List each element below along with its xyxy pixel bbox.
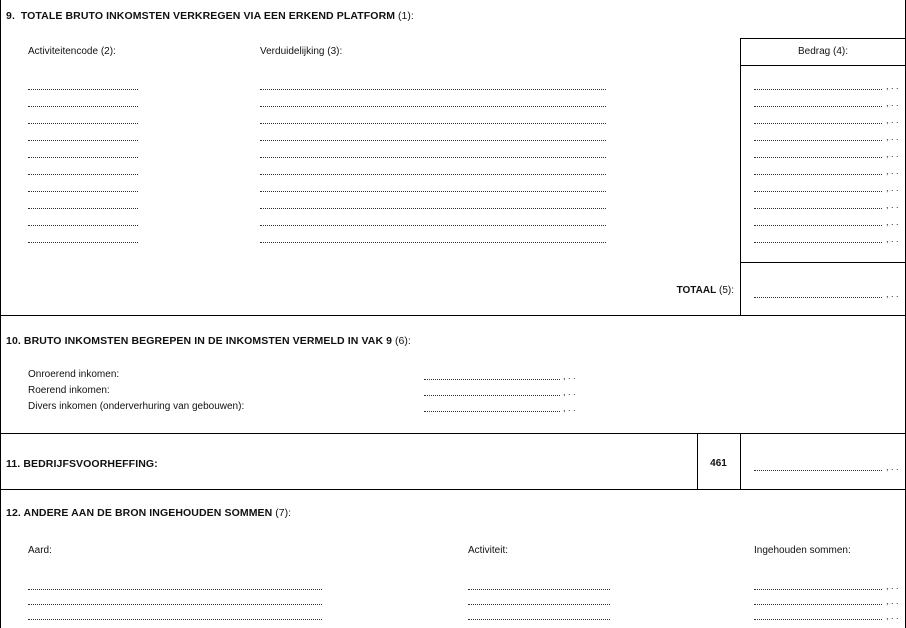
- nature-field[interactable]: [28, 619, 322, 620]
- amount-field[interactable]: [754, 140, 882, 141]
- decimal-mark: , . .: [886, 166, 899, 176]
- activity-code-field[interactable]: [28, 191, 138, 192]
- decimal-mark: , . .: [886, 611, 899, 621]
- amount-field[interactable]: [754, 89, 882, 90]
- decimal-mark: , . .: [886, 596, 899, 606]
- nature-header: Aard:: [28, 545, 52, 556]
- withheld-amount-field[interactable]: [754, 604, 882, 605]
- decimal-mark: , . .: [886, 98, 899, 108]
- amount-field[interactable]: [754, 106, 882, 107]
- activity-code-field[interactable]: [28, 140, 138, 141]
- decimal-mark: , . .: [886, 132, 899, 142]
- activity-code-field[interactable]: [28, 89, 138, 90]
- amount-field[interactable]: [754, 242, 882, 243]
- total-separator-line: [740, 262, 906, 263]
- amount-field[interactable]: [754, 157, 882, 158]
- decimal-mark: , . .: [886, 234, 899, 244]
- real-estate-income-field[interactable]: [424, 379, 560, 380]
- various-income-label: Divers inkomen (onderverhuring van gebouwen):: [28, 401, 245, 412]
- amount-header-underline: [740, 65, 906, 66]
- section-10-title: 10. BRUTO INKOMSTEN BEGREPEN IN DE INKOMSTEN VERMELD IN VAK 9 (6):: [6, 335, 411, 347]
- amount-field[interactable]: [754, 208, 882, 209]
- decimal-mark: , . .: [886, 183, 899, 193]
- activity-field[interactable]: [468, 589, 610, 590]
- decimal-mark: , . .: [563, 371, 576, 381]
- amount-field[interactable]: [754, 191, 882, 192]
- amount-field[interactable]: [754, 225, 882, 226]
- decimal-mark: , . .: [886, 115, 899, 125]
- withheld-amount-field[interactable]: [754, 619, 882, 620]
- activity-code-field[interactable]: [28, 242, 138, 243]
- explanation-field[interactable]: [260, 242, 606, 243]
- nature-field[interactable]: [28, 604, 322, 605]
- withheld-header: Ingehouden sommen:: [754, 545, 851, 556]
- section-10-bottom-line: [0, 433, 906, 434]
- activity-code-field[interactable]: [28, 225, 138, 226]
- explanation-field[interactable]: [260, 106, 606, 107]
- explanation-field[interactable]: [260, 208, 606, 209]
- form-left-border: [0, 0, 1, 628]
- amount-field[interactable]: [754, 123, 882, 124]
- decimal-mark: , . .: [886, 149, 899, 159]
- amount-field[interactable]: [754, 174, 882, 175]
- explanation-field[interactable]: [260, 191, 606, 192]
- explanation-field[interactable]: [260, 225, 606, 226]
- decimal-mark: , . .: [886, 217, 899, 227]
- explanation-field[interactable]: [260, 157, 606, 158]
- total-label: TOTAAL (5):: [676, 285, 734, 296]
- decimal-mark: , . .: [563, 403, 576, 413]
- activity-code-field[interactable]: [28, 106, 138, 107]
- section-9-bottom-line: [0, 315, 906, 316]
- section-11-title: 11. BEDRIJFSVOORHEFFING:: [6, 458, 158, 470]
- amount-column-top-line: [740, 38, 906, 39]
- real-estate-income-label: Onroerend inkomen:: [28, 369, 120, 380]
- activity-code-field[interactable]: [28, 157, 138, 158]
- decimal-mark: , . .: [886, 200, 899, 210]
- movable-income-label: Roerend inkomen:: [28, 385, 110, 396]
- activity-field[interactable]: [468, 604, 610, 605]
- activity-header: Activiteit:: [468, 545, 509, 556]
- withheld-amount-field[interactable]: [754, 589, 882, 590]
- code-box-right-line: [740, 433, 741, 489]
- amount-column-left-line: [740, 38, 741, 315]
- movable-income-field[interactable]: [424, 395, 560, 396]
- various-income-field[interactable]: [424, 411, 560, 412]
- nature-field[interactable]: [28, 589, 322, 590]
- activity-field[interactable]: [468, 619, 610, 620]
- explanation-field[interactable]: [260, 174, 606, 175]
- withholding-amount-field[interactable]: [754, 470, 882, 471]
- decimal-mark: , . .: [886, 581, 899, 591]
- decimal-mark: , . .: [563, 387, 576, 397]
- total-amount-field[interactable]: [754, 297, 882, 298]
- activity-code-header: Activiteitencode (2):: [28, 46, 116, 57]
- decimal-mark: , . .: [886, 81, 899, 91]
- activity-code-field[interactable]: [28, 123, 138, 124]
- section-9-title: 9. TOTALE BRUTO INKOMSTEN VERKREGEN VIA EEN ERKEND PLATFORM (1):: [6, 10, 414, 22]
- activity-code-field[interactable]: [28, 208, 138, 209]
- amount-header: Bedrag (4):: [797, 46, 849, 57]
- explanation-field[interactable]: [260, 140, 606, 141]
- decimal-mark: , . .: [886, 289, 899, 299]
- withholding-code: 461: [710, 458, 727, 469]
- section-11-bottom-line: [0, 489, 906, 490]
- section-12-title: 12. ANDERE AAN DE BRON INGEHOUDEN SOMMEN (7):: [6, 507, 292, 519]
- explanation-field[interactable]: [260, 123, 606, 124]
- explanation-header: Verduidelijking (3):: [260, 46, 343, 57]
- explanation-field[interactable]: [260, 89, 606, 90]
- activity-code-field[interactable]: [28, 174, 138, 175]
- decimal-mark: , . .: [886, 462, 899, 472]
